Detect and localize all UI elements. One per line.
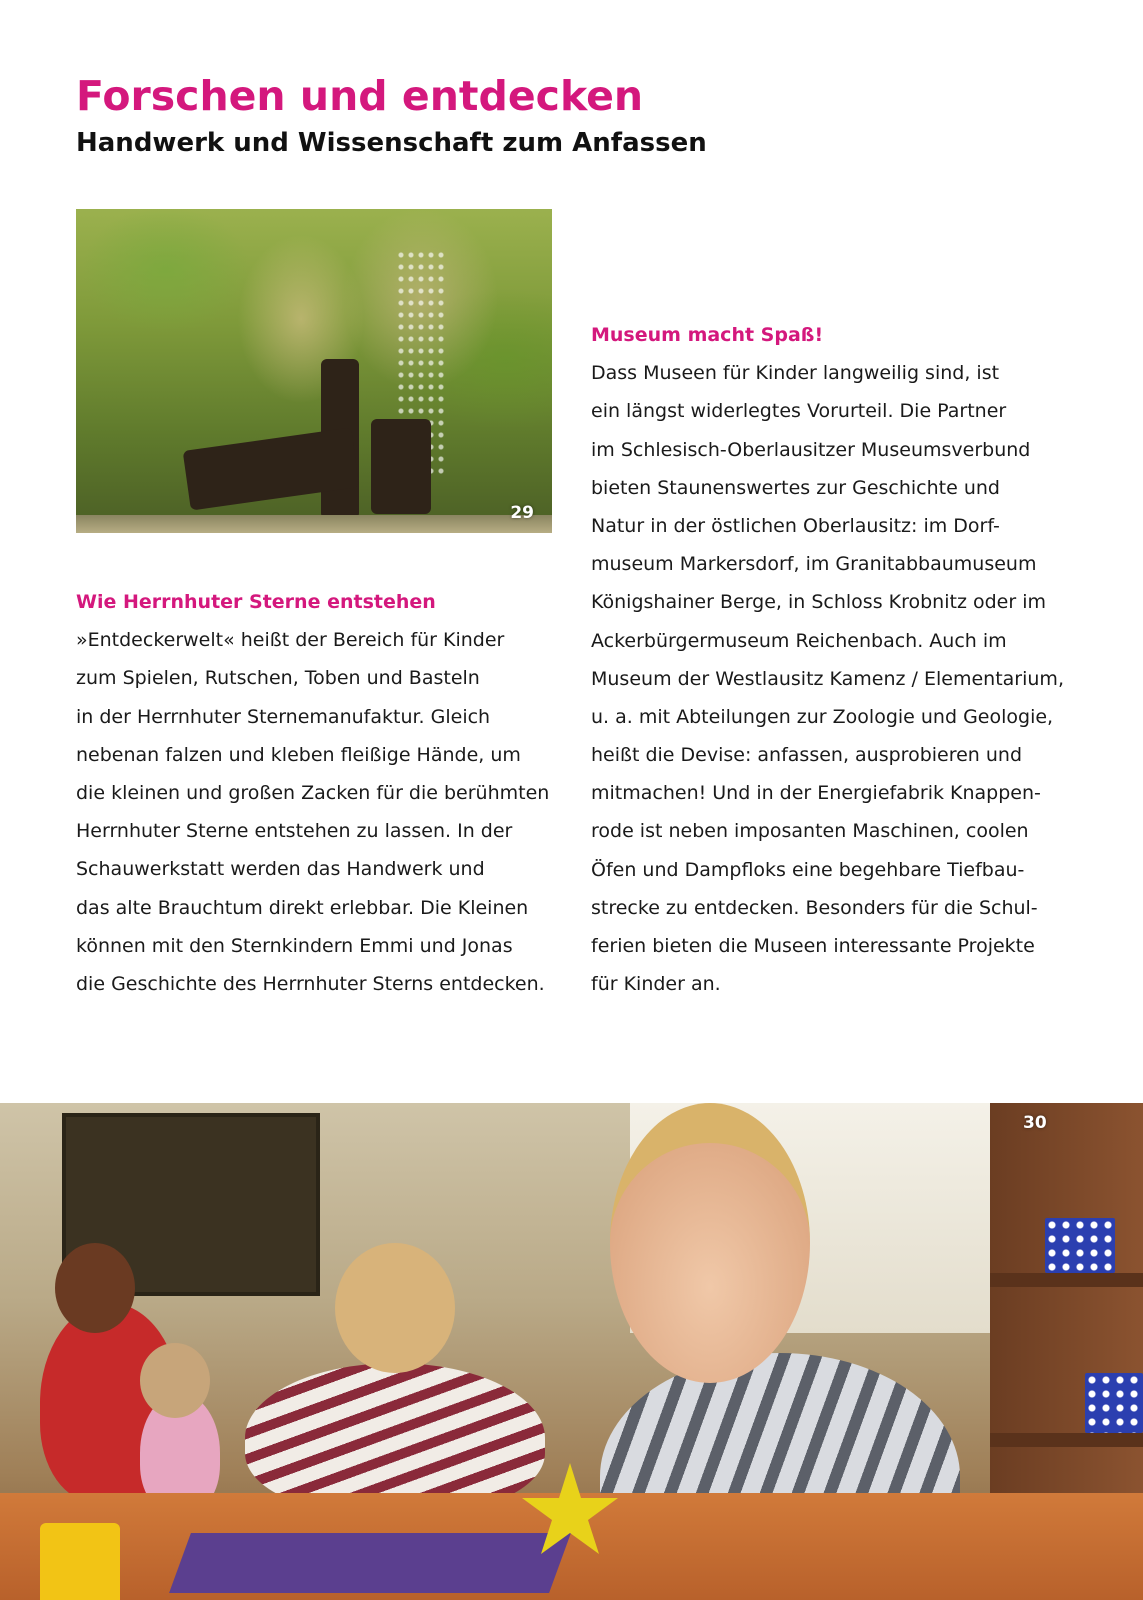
- body-line: zum Spielen, Rutschen, Toben und Basteln: [76, 667, 480, 690]
- boy-head: [335, 1243, 455, 1373]
- body-line: heißt die Devise: anfassen, ausprobieren und: [591, 744, 1023, 767]
- body-line: für Kinder an.: [591, 973, 721, 996]
- body-line: Ackerbürgermuseum Reichenbach. Auch im: [591, 629, 1007, 652]
- body-line: ferien bieten die Museen interessante Projekte: [591, 935, 1035, 957]
- girl-head: [140, 1343, 210, 1418]
- body-line: u. a. mit Abteilungen zur Zoologie und Geologie,: [591, 705, 1054, 728]
- smiling-boy-head: [610, 1103, 810, 1383]
- shelf-board-graphic: [990, 1433, 1143, 1447]
- body-line: die kleinen und großen Zacken für die berühmten: [76, 781, 550, 804]
- section-heading: Wie Herrnhuter Sterne entstehen: [76, 591, 436, 613]
- body-line: nebenan falzen und kleben fleißige Hände, um: [76, 743, 521, 766]
- shelf-board-graphic: [990, 1273, 1143, 1287]
- body-line: können mit den Sternkindern Emmi und Jonas: [76, 934, 513, 957]
- body-line: das alte Brauchtum direkt erlebbar. Die Kleinen: [76, 896, 529, 919]
- body-line: im Schlesisch-Oberlausitzer Museumsverbund: [591, 438, 1031, 461]
- body-line: ein längst widerlegtes Vorurteil. Die Partner: [591, 400, 1007, 423]
- driftwood-graphic: [371, 419, 431, 514]
- body-line: »Entdeckerwelt« heißt der Bereich für Kinder: [76, 629, 505, 652]
- mug-graphic: [40, 1523, 120, 1600]
- body-line: Museum der Westlausitz Kamenz / Elementarium,: [591, 667, 1064, 690]
- aquarium-photo: [76, 209, 552, 533]
- section-heading: Museum macht Spaß!: [591, 324, 824, 346]
- body-line: die Geschichte des Herrnhuter Sterns entdecken.: [76, 972, 545, 995]
- body-line: rode ist neben imposanten Maschinen, coolen: [591, 820, 1029, 843]
- body-line: Dass Museen für Kinder langweilig sind, ist: [591, 362, 1000, 385]
- adult-head: [55, 1243, 135, 1333]
- children-crafting-photo: [0, 1103, 1143, 1600]
- craft-paper-graphic: [169, 1533, 571, 1593]
- boy-striped-figure: [245, 1363, 545, 1513]
- gravel-graphic: [76, 515, 552, 533]
- gift-box-graphic: [1045, 1218, 1115, 1273]
- article-left: [76, 583, 549, 1003]
- body-line: in der Herrnhuter Sternemanufaktur. Gleich: [76, 705, 491, 728]
- body-line: Natur in der östlichen Oberlausitz: im Dorf-: [591, 514, 1000, 537]
- body-line: Schauwerkstatt werden das Handwerk und: [76, 858, 485, 881]
- body-line: museum Markersdorf, im Granitabbaumuseum: [591, 553, 1037, 576]
- photo-number: 30: [1023, 1113, 1047, 1133]
- gift-box-graphic: [1085, 1373, 1143, 1433]
- body-line: bieten Staunenswertes zur Geschichte und: [591, 476, 1000, 499]
- body-line: Öfen und Dampfloks eine begehbare Tiefbau-: [591, 858, 1025, 881]
- body-line: mitmachen! Und in der Energiefabrik Knappen-: [591, 782, 1041, 805]
- photo-number: 29: [510, 503, 534, 523]
- article-right: [591, 316, 1064, 1003]
- body-line: Königshainer Berge, in Schloss Krobnitz oder im: [591, 591, 1046, 614]
- page-title: Forschen und entdecken: [76, 72, 644, 120]
- body-line: strecke zu entdecken. Besonders für die Schul-: [591, 896, 1038, 919]
- page-subtitle: Handwerk und Wissenschaft zum Anfassen: [76, 128, 707, 158]
- body-line: Herrnhuter Sterne entstehen zu lassen. In der: [76, 820, 513, 843]
